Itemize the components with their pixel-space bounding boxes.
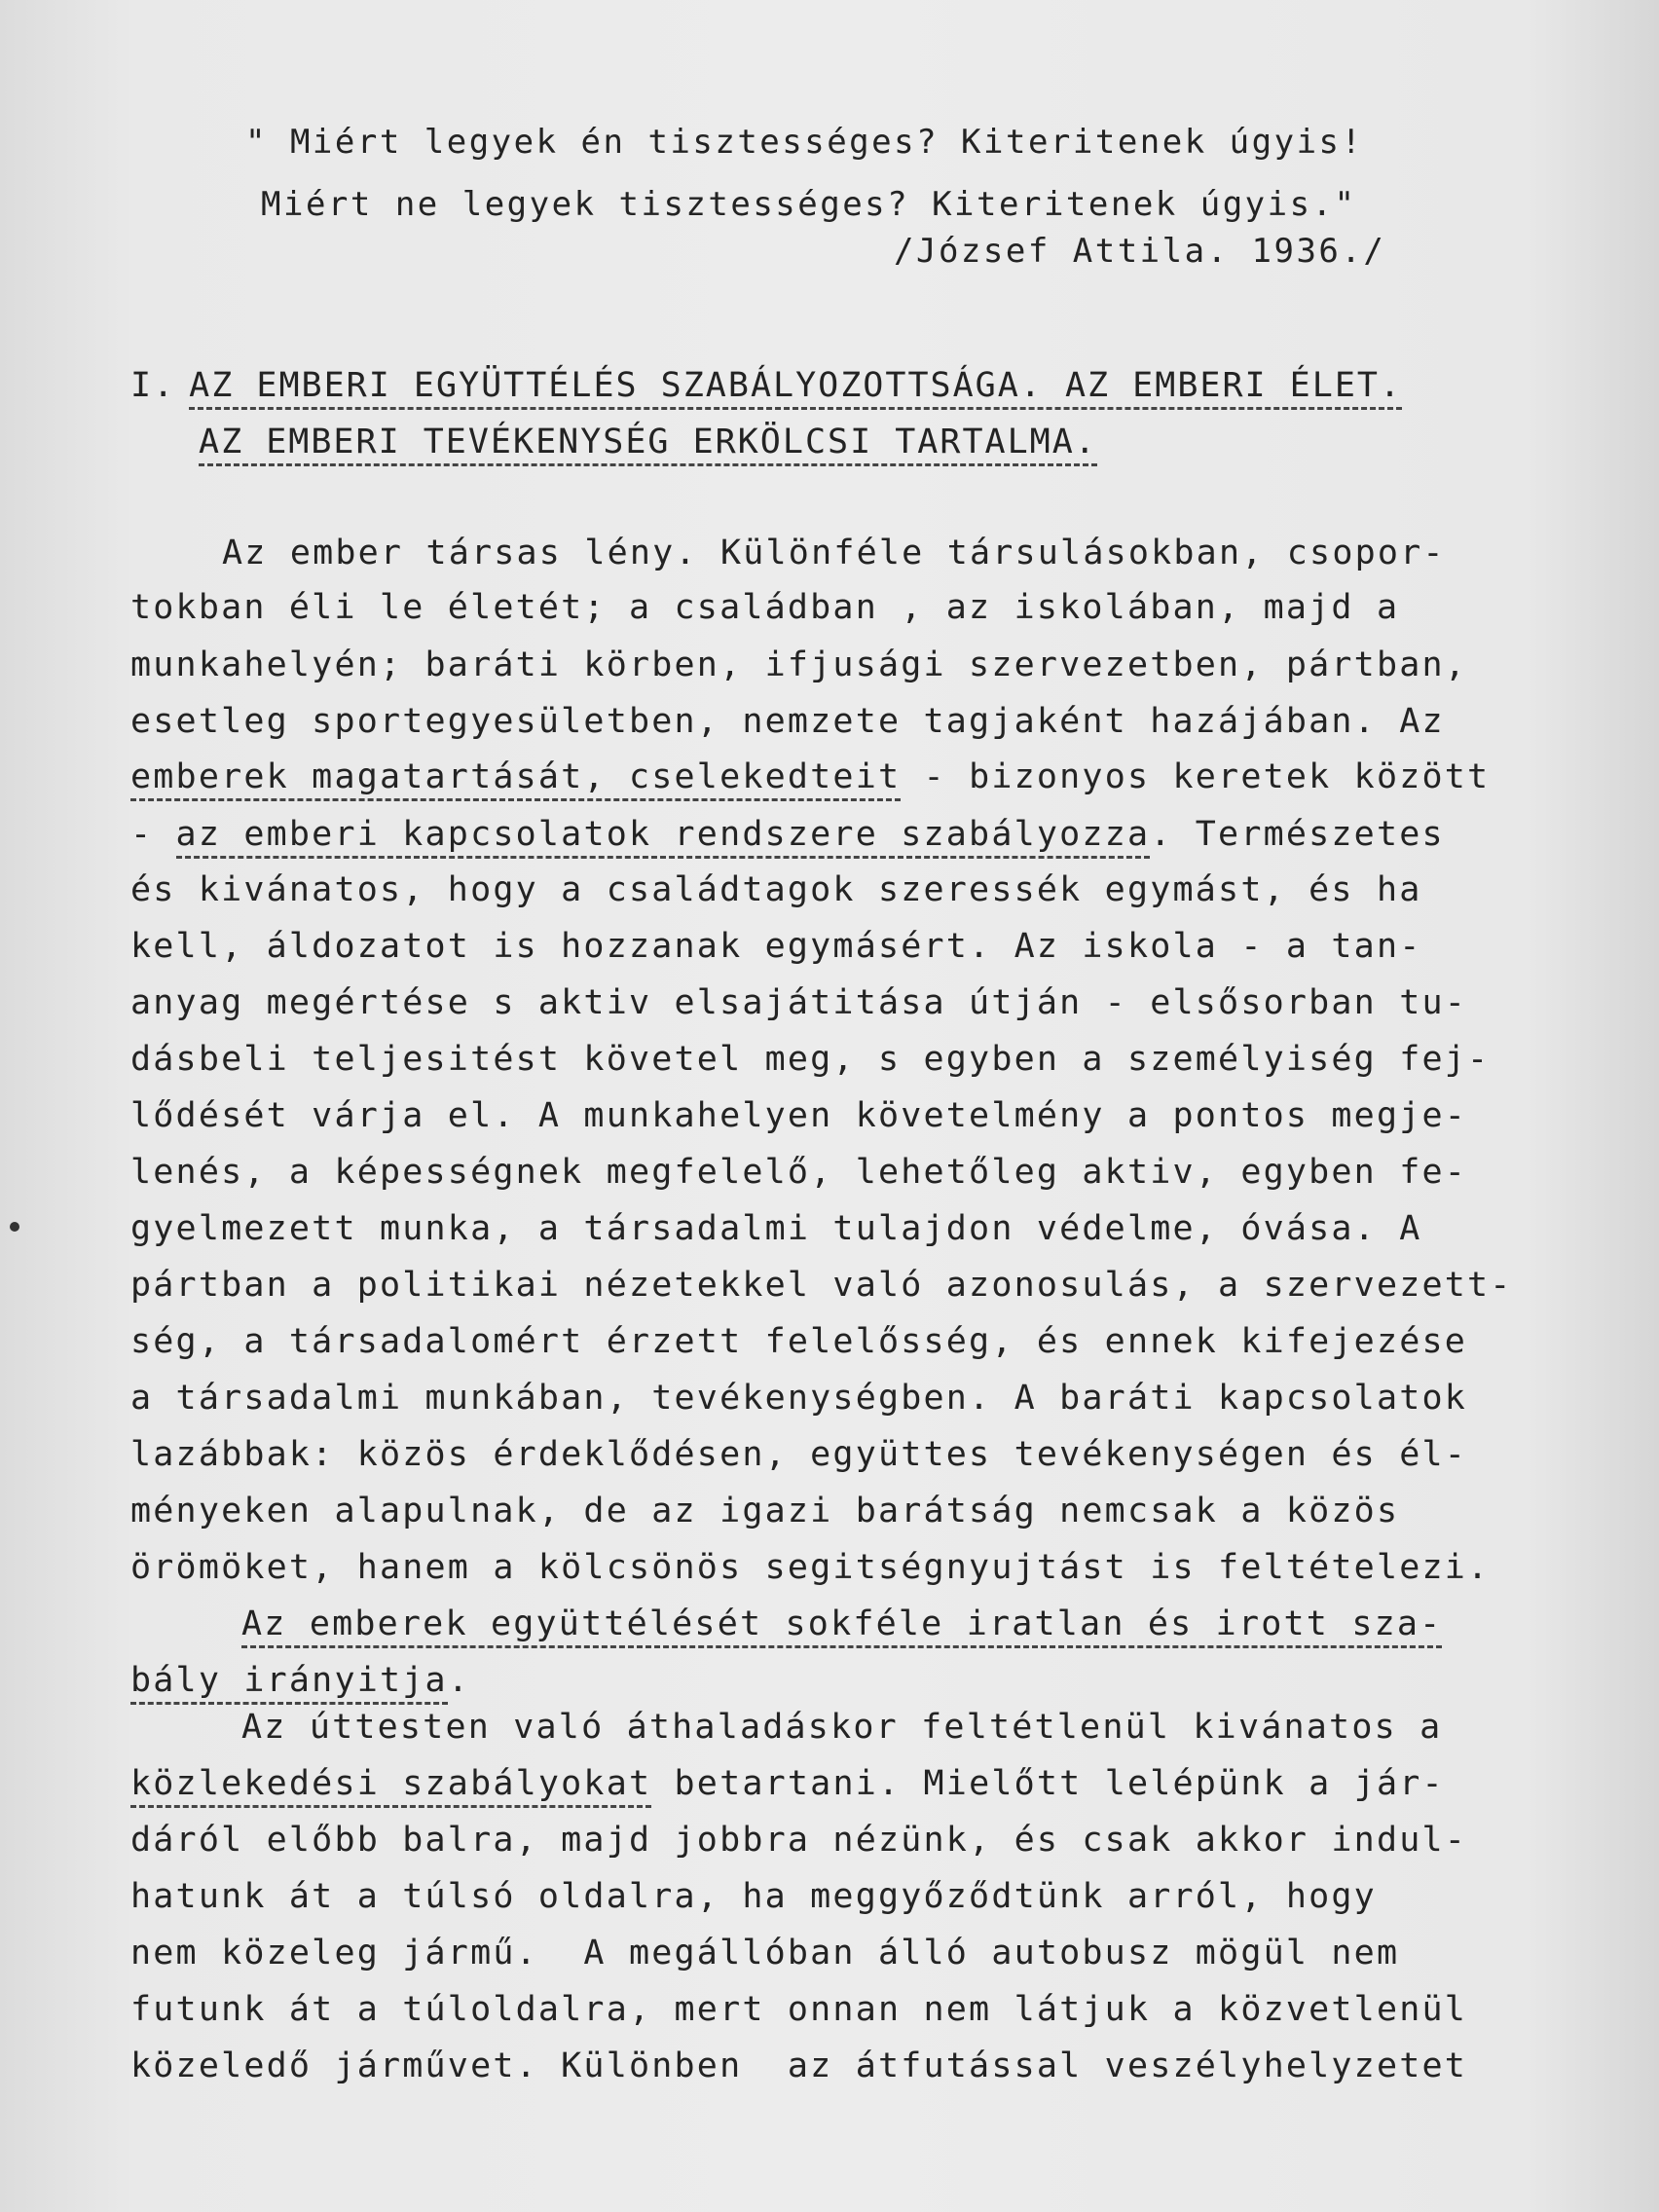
body-line: nem közeleg jármű. A megállóban álló autobusz mögül nem: [130, 1934, 1400, 1972]
body-line: örömöket, hanem a kölcsönös segitségnyujtást is feltételezi.: [130, 1548, 1491, 1587]
underlined-phrase: emberek magatartását, cselekedteit: [130, 757, 901, 801]
body-line: gyelmezett munka, a társadalmi tulajdon védelme, óvása. A: [130, 1209, 1422, 1248]
epigraph-line-1: " Miért legyek én tisztességes? Kiteritenek úgyis!: [245, 123, 1364, 162]
body-line: Az ember társas lény. Különféle társulásokban, csopor-: [222, 534, 1446, 572]
underlined-phrase: közlekedési szabályokat: [130, 1764, 651, 1808]
body-line: - az emberi kapcsolatok rendszere szabályozza. Természetes: [130, 811, 1445, 858]
body-line: közlekedési szabályokat betartani. Mielőtt lelépünk a jár-: [130, 1760, 1445, 1807]
body-line: ség, a társadalomért érzett felelősség, és ennek kifejezése: [130, 1322, 1468, 1361]
underlined-phrase: Az emberek együttélését sokféle iratlan és irott sza-: [241, 1604, 1442, 1648]
body-line: lődését várja el. A munkahelyen követelmény a pontos megje-: [130, 1096, 1468, 1135]
body-line: tokban éli le életét; a családban , az iskolában, majd a: [130, 588, 1400, 627]
heading-number: I.: [130, 366, 176, 405]
body-line: dásbeli teljesitést követel meg, s egyben a személyiség fej-: [130, 1040, 1491, 1079]
body-line: lazábbak: közös érdeklődésen, együttes tevékenységen és él-: [130, 1435, 1468, 1474]
heading-line-1: [130, 362, 1402, 409]
heading-title-2: AZ EMBERI TEVÉKENYSÉG ERKÖLCSI TARTALMA.: [199, 423, 1097, 466]
body-line: futunk át a túloldalra, mert onnan nem látjuk a közvetlenül: [130, 1990, 1468, 2029]
body-line: közeledő járművet. Különben az átfutással veszélyhelyzetet: [130, 2046, 1468, 2085]
body-line: Az úttesten való áthaladáskor feltétlenül kivánatos a: [241, 1708, 1443, 1747]
heading-line-2: [199, 419, 1097, 465]
body-line: ményeken alapulnak, de az igazi barátság nemcsak a közös: [130, 1492, 1400, 1530]
margin-mark: [10, 1222, 19, 1232]
body-line: dáról előbb balra, majd jobbra nézünk, és csak akkor indul-: [130, 1821, 1468, 1860]
underlined-phrase: az emberi kapcsolatok rendszere szabályozza: [176, 815, 1151, 859]
body-line: és kivánatos, hogy a családtagok szeressék egymást, és ha: [130, 870, 1422, 909]
epigraph-attribution: /József Attila. 1936./: [894, 232, 1386, 271]
body-line: hatunk át a túlsó oldalra, ha meggyőződtünk arról, hogy: [130, 1877, 1377, 1916]
underlined-phrase: bály irányitja: [130, 1661, 448, 1705]
body-line: a társadalmi munkában, tevékenységben. A baráti kapcsolatok: [130, 1379, 1468, 1418]
body-line: lenés, a képességnek megfelelő, lehetőleg aktiv, egyben fe-: [130, 1153, 1468, 1192]
body-line: [241, 1601, 1442, 1647]
body-line: pártban a politikai nézetekkel való azonosulás, a szervezett-: [130, 1266, 1513, 1305]
body-line: bály irányitja.: [130, 1657, 470, 1704]
body-line: esetleg sportegyesületben, nemzete tagjaként hazájában. Az: [130, 702, 1445, 741]
heading-title-1: AZ EMBERI EGYÜTTÉLÉS SZABÁLYOZOTTSÁGA. AZ EMBERI ÉLET.: [189, 366, 1402, 410]
epigraph-line-2: Miért ne legyek tisztességes? Kiteritenek úgyis.": [261, 185, 1357, 224]
body-line: kell, áldozatot is hozzanak egymásért. Az iskola - a tan-: [130, 927, 1422, 966]
body-line: anyag megértése s aktiv elsajátitása útján - elsősorban tu-: [130, 983, 1468, 1022]
body-line: emberek magatartását, cselekedteit - bizonyos keretek között: [130, 754, 1490, 800]
body-line: munkahelyén; baráti körben, ifjusági szervezetben, pártban,: [130, 645, 1468, 684]
